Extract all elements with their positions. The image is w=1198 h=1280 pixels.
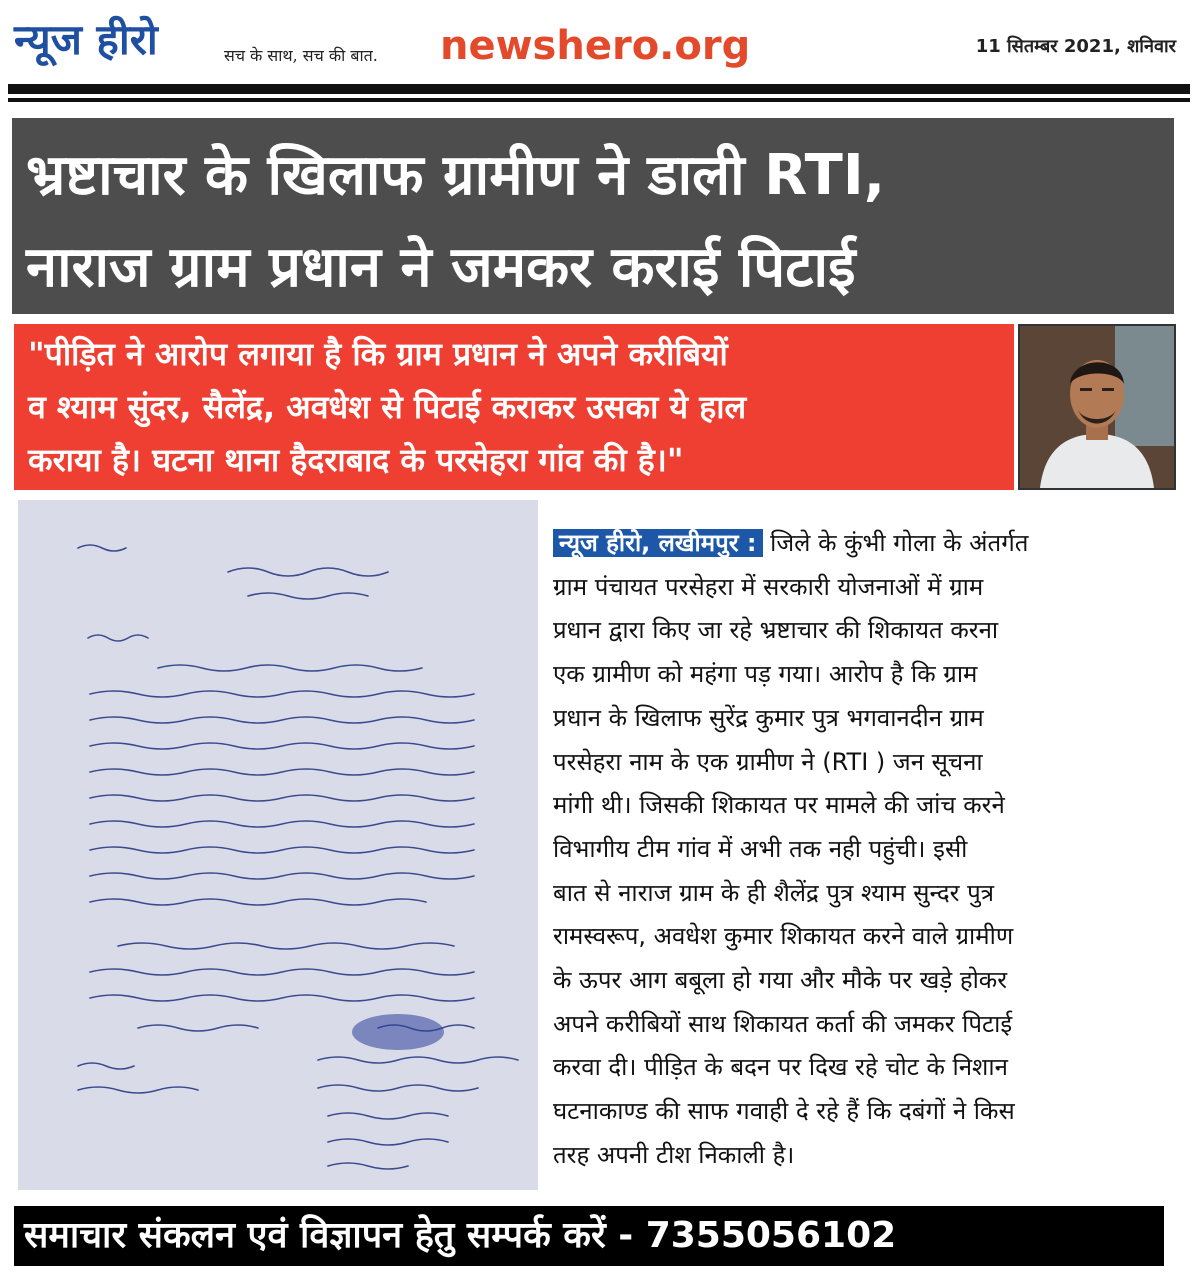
article-line: मांगी थी। जिसकी शिकायत पर मामले की जांच करने — [553, 791, 1005, 820]
headline-line-1: भ्रष्टाचार के खिलाफ ग्रामीण ने डाली RTI, — [26, 143, 885, 208]
article-line: ग्राम पंचायत परसेहरा में सरकारी योजनाओं में ग्राम — [553, 572, 984, 601]
headline-line-2: नाराज ग्राम प्रधान ने जमकर कराई पिटाई — [26, 235, 856, 300]
article-line: के ऊपर आग बबूला हो गया और मौके पर खड़े होकर — [553, 966, 1008, 995]
article-line: घटनाकाण्ड की साफ गवाही दे रहे हैं कि दबंगों ने किस — [553, 1097, 1015, 1126]
article-line: विभागीय टीम गांव में अभी तक नही पहुंची। इसी — [553, 834, 968, 863]
headline-box — [12, 118, 1174, 314]
tagline: सच के साथ, सच की बात. — [224, 46, 378, 65]
contact-footer: समाचार संकलन एवं विज्ञापन हेतु सम्पर्क करें - 7355056102 — [14, 1206, 1164, 1266]
article-first-line — [553, 522, 1163, 566]
masthead — [0, 0, 1198, 82]
dateline: न्यूज हीरो, लखीमपुर : — [553, 529, 763, 557]
quote-line: व श्याम सुंदर, सैलेंद्र, अवधेश से पिटाई कराकर उसका ये हाल — [28, 388, 747, 426]
site-url: newshero.org — [440, 23, 751, 69]
person-photo-icon — [1020, 326, 1174, 488]
article-line: करवा दी। पीड़ित के बदन पर दिख रहे चोट के निशान — [553, 1053, 1008, 1082]
article-line: अपने करीबियों साथ शिकायत कर्ता की जमकर पिटाई — [553, 1009, 1013, 1038]
pull-quote — [14, 324, 1014, 490]
article-line: प्रधान द्वारा किए जा रहे भ्रष्टाचार की शिकायत करना — [553, 616, 999, 645]
issue-date: 11 सितम्बर 2021, शनिवार — [975, 36, 1176, 57]
complaint-letter-photo — [18, 500, 538, 1190]
brand-logo: न्यूज हीरो — [14, 15, 158, 64]
article-line: तरह अपनी टीश निकाली है। — [553, 1140, 795, 1169]
article-body — [553, 522, 1163, 1178]
article-line: एक ग्रामीण को महंगा पड़ गया। आरोप है कि ग्राम — [553, 660, 978, 689]
article-line: बात से नाराज ग्राम के ही शैलेंद्र पुत्र श्याम सुन्दर पुत्र — [553, 878, 994, 907]
quote-line: "पीड़ित ने आरोप लगाया है कि ग्राम प्रधान ने अपने करीबियों — [28, 335, 728, 373]
article-line: प्रधान के खिलाफ सुरेंद्र कुमार पुत्र भगवानदीन ग्राम — [553, 703, 984, 732]
victim-photo — [1018, 324, 1176, 490]
handwritten-letter-icon — [18, 500, 538, 1190]
article-line: जिले के कुंभी गोला के अंतर्गत — [762, 529, 1029, 557]
masthead-rule-thin — [8, 98, 1190, 102]
article-line: रामस्वरूप, अवधेश कुमार शिकायत करने वाले ग्रामीण — [553, 922, 1014, 951]
masthead-rule-thick — [8, 84, 1190, 94]
article-line: परसेहरा नाम के एक ग्रामीण ने (RTI ) जन सूचना — [553, 747, 983, 776]
quote-line: कराया है। घटना थाना हैदराबाद के परसेहरा गांव की है।" — [28, 441, 684, 479]
